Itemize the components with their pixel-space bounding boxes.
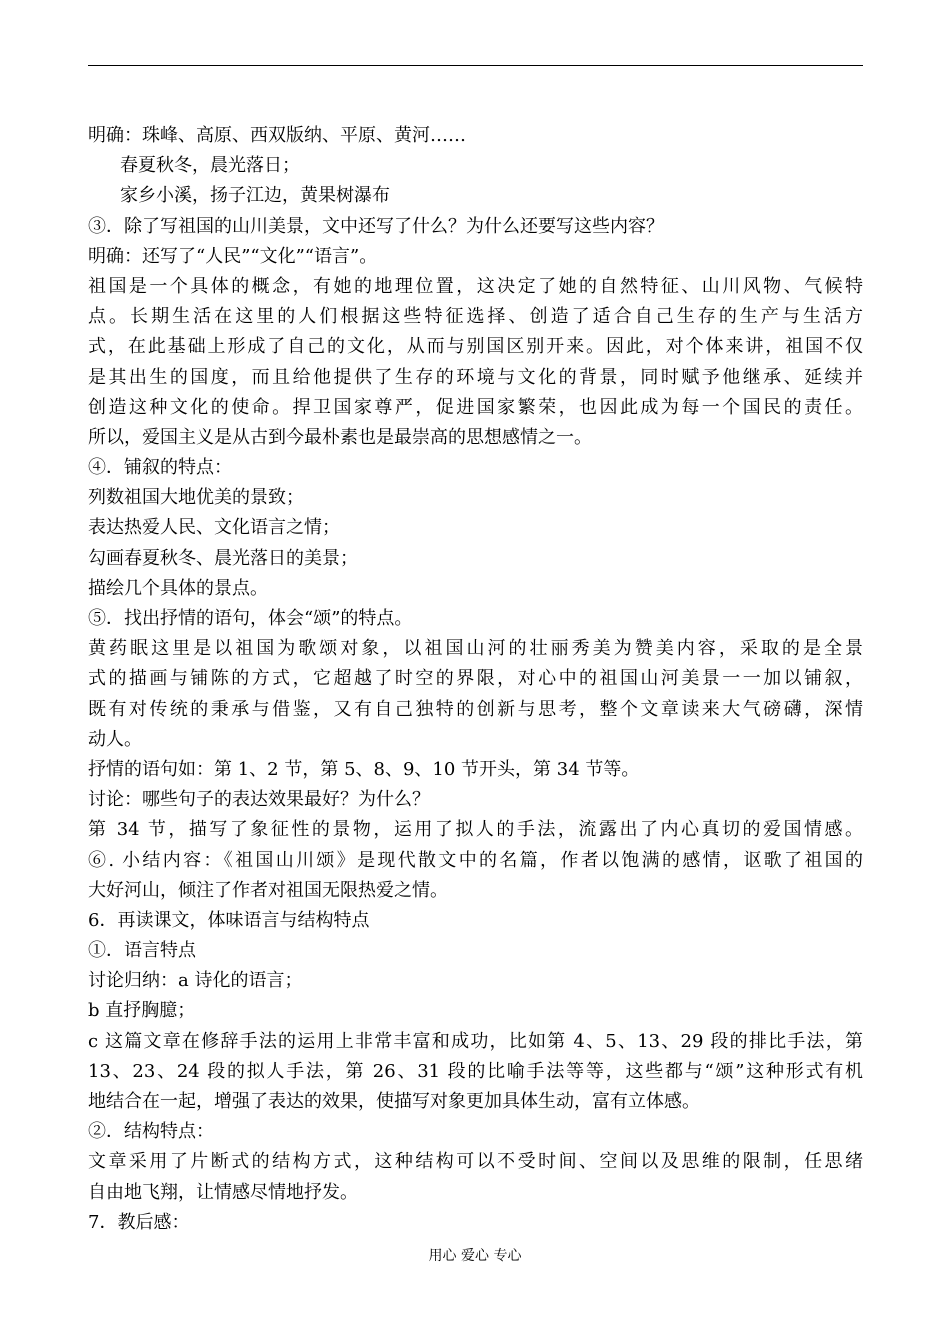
text-line: ①．语言特点 xyxy=(88,940,196,962)
text-line: 自由地飞翔，让情感尽情地抒发。 xyxy=(88,1181,358,1203)
text-line: ④．铺叙的特点： xyxy=(88,457,232,479)
text-line: 明确：珠峰、高原、西双版纳、平原、黄河…… xyxy=(88,125,466,146)
text-line: b 直抒胸臆； xyxy=(88,1000,196,1022)
text-line: 抒情的语句如：第 1、2 节，第 5、8、9、10 节开头，第 34 节等。 xyxy=(88,758,640,780)
text-line: 讨论归纳：a 诗化的语言； xyxy=(88,970,303,992)
text-line: 地结合在一起，增强了表达的效果，使描写对象更加具体生动，富有立体感。 xyxy=(88,1091,700,1112)
text-line: 7．教后感： xyxy=(88,1211,190,1233)
text-line: 明确：还写了“人民”“文化”“语言”。 xyxy=(88,245,378,267)
text-line: 列数祖国大地优美的景致； xyxy=(88,487,304,509)
text-line: 式，在此基础上形成了自己的文化，从而与别国区别开来。因此，对个体来讲，祖国不仅 xyxy=(88,336,863,358)
page-footer: 用心 爱心 专心 xyxy=(428,1248,522,1264)
text-line: 表达热爱人民、文化语言之情； xyxy=(88,517,340,539)
text-line: ②．结构特点： xyxy=(88,1121,214,1143)
text-line: ③．除了写祖国的山川美景，文中还写了什么？为什么还要写这些内容？ xyxy=(88,215,664,237)
text-line: 第 34 节，描写了象征性的景物，运用了拟人的手法，流露出了内心真切的爱国情感。 xyxy=(88,819,863,841)
text-line: c 这篇文章在修辞手法的运用上非常丰富和成功，比如第 4、5、13、29 段的排比手法，第 xyxy=(88,1030,863,1052)
header-rule xyxy=(88,65,863,66)
text-line: 6．再读课文，体味语言与结构特点 xyxy=(88,909,370,931)
document-body xyxy=(88,121,863,1238)
text-line: 春夏秋冬，晨光落日； xyxy=(120,155,300,177)
text-line: 动人。 xyxy=(88,728,142,750)
text-line: 讨论：哪些句子的表达效果最好？为什么？ xyxy=(88,789,430,811)
text-line: 是其出生的国度，而且给他提供了生存的环境与文化的背景，同时赋予他继承、延续并 xyxy=(88,366,863,388)
text-line: 所以，爱国主义是从古到今最朴素也是最崇高的思想感情之一。 xyxy=(88,426,592,448)
text-line: 祖国是一个具体的概念，有她的地理位置，这决定了她的自然特征、山川风物、气候特 xyxy=(88,275,863,297)
text-line: 家乡小溪，扬子江边，黄果树瀑布 xyxy=(120,185,390,207)
text-line: 黄药眠这里是以祖国为歌颂对象，以祖国山河的壮丽秀美为赞美内容，采取的是全景 xyxy=(88,638,863,660)
text-line: 文章采用了片断式的结构方式，这种结构可以不受时间、空间以及思维的限制，任思绪 xyxy=(88,1151,863,1173)
text-line: 大好河山，倾注了作者对祖国无限热爱之情。 xyxy=(88,879,448,901)
text-line: ⑥. 小结内容：《祖国山川颂》是现代散文中的名篇，作者以饱满的感情，讴歌了祖国的 xyxy=(88,849,863,871)
text-line: 13、23、24 段的拟人手法，第 26、31 段的比喻手法等等，这些都与“颂”这种形式有机 xyxy=(88,1060,863,1082)
text-line: 点。长期生活在这里的人们根据这些特征选择、创造了适合自己生存的生产与生活方 xyxy=(88,306,863,328)
text-line: 式的描画与铺陈的方式，它超越了时空的界限，对心中的祖国山河美景一一加以铺叙， xyxy=(88,668,863,690)
text-line: 创造这种文化的使命。捍卫国家尊严，促进国家繁荣，也因此成为每一个国民的责任。 xyxy=(88,396,863,418)
text-line: ⑤．找出抒情的语句，体会“颂”的特点。 xyxy=(88,608,413,629)
text-line: 勾画春夏秋冬、晨光落日的美景； xyxy=(88,547,358,569)
text-line: 描绘几个具体的景点。 xyxy=(88,577,268,599)
text-line: 既有对传统的秉承与借鉴，又有自己独特的创新与思考，整个文章读来大气磅礴，深情 xyxy=(88,698,863,720)
